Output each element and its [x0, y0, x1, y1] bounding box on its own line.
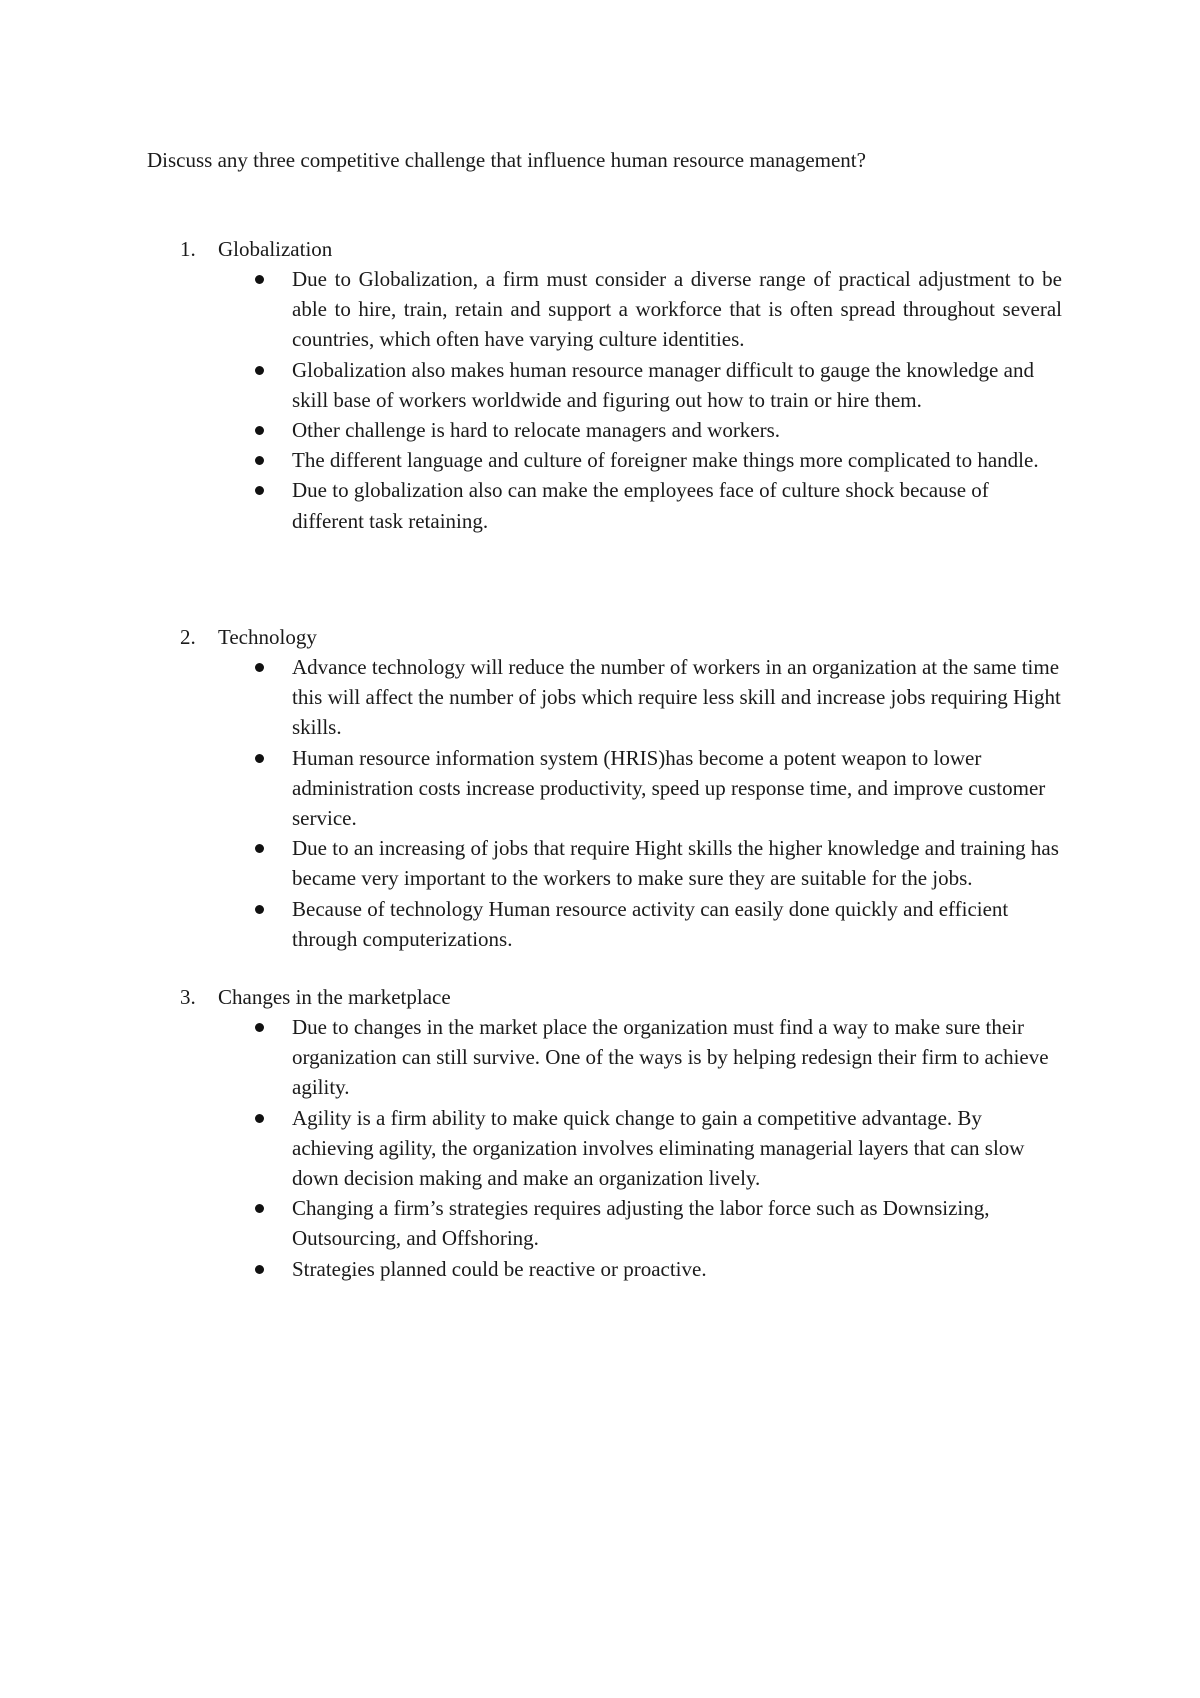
- bullet-text: Due to an increasing of jobs that require Hight skills the higher knowledge and training has became very important to the workers to make sure they are suitable for the jobs.: [292, 836, 1059, 891]
- bullet-item: [0, 445, 1062, 475]
- bullet-list: [0, 264, 1200, 536]
- section-heading: [180, 622, 317, 652]
- bullet-item: [0, 475, 1062, 535]
- bullet-list: [0, 652, 1200, 954]
- bullet-text: Strategies planned could be reactive or proactive.: [292, 1256, 707, 1281]
- bullet-text: Changing a firm’s strategies requires adjusting the labor force such as Downsizing, Outsourcing, and Offshoring.: [292, 1196, 990, 1251]
- section-number: 1.: [180, 237, 196, 261]
- section-number: 3.: [180, 985, 196, 1009]
- bullet-item: [0, 743, 1062, 834]
- section-title: Technology: [218, 625, 317, 649]
- bullet-text: Advance technology will reduce the number of workers in an organization at the same time this will affect the number of jobs which require less skill and increase jobs requiring Hight skills.: [292, 655, 1061, 740]
- question-heading: Discuss any three competitive challenge that influence human resource management?: [147, 148, 866, 172]
- bullet-item: [0, 1193, 1062, 1253]
- bullet-dot-icon: [255, 844, 264, 853]
- bullet-text: Globalization also makes human resource manager difficult to gauge the knowledge and skill base of workers worldwide and figuring out how to train or hire them.: [292, 357, 1034, 412]
- bullet-item: [0, 264, 1062, 355]
- section-title: Globalization: [218, 237, 333, 261]
- bullet-text: Due to Globalization, a firm must consider a diverse range of practical adjustment to be able to hire, train, retain and support a workforce that is often spread throughout several countries, which often have varying culture identities.: [292, 267, 1062, 352]
- bullet-dot-icon: [255, 1204, 264, 1213]
- bullet-dot-icon: [255, 456, 264, 465]
- bullet-dot-icon: [255, 366, 264, 375]
- bullet-item: [0, 1103, 1062, 1194]
- bullet-dot-icon: [255, 754, 264, 763]
- section-heading: [180, 982, 451, 1012]
- bullet-item: [0, 1012, 1062, 1103]
- bullet-item: [0, 833, 1062, 893]
- section-heading: [180, 234, 332, 264]
- bullet-dot-icon: [255, 275, 264, 284]
- bullet-dot-icon: [255, 905, 264, 914]
- bullet-dot-icon: [255, 1023, 264, 1032]
- bullet-text: Due to globalization also can make the employees face of culture shock because of different task retaining.: [292, 478, 989, 533]
- bullet-list: [0, 1012, 1200, 1284]
- bullet-dot-icon: [255, 426, 264, 435]
- bullet-item: [0, 894, 1062, 954]
- bullet-text: Because of technology Human resource activity can easily done quickly and efficient through computerizations.: [292, 896, 1009, 951]
- bullet-item: [0, 1254, 1062, 1284]
- bullet-item: [0, 355, 1062, 415]
- bullet-text: Other challenge is hard to relocate managers and workers.: [292, 418, 781, 443]
- bullet-dot-icon: [255, 1265, 264, 1274]
- bullet-dot-icon: [255, 1114, 264, 1123]
- bullet-text: Agility is a firm ability to make quick change to gain a competitive advantage. By achieving agility, the organization involves eliminating managerial layers that can slow down decision making and make an organization lively.: [292, 1105, 1025, 1191]
- section-number: 2.: [180, 625, 196, 649]
- bullet-dot-icon: [255, 486, 264, 495]
- bullet-item: [0, 652, 1062, 743]
- section-title: Changes in the marketplace: [218, 985, 451, 1009]
- bullet-text: Due to changes in the market place the organization must find a way to make sure their organization can still survive. One of the ways is by helping redesign their firm to achieve agility.: [292, 1015, 1049, 1100]
- bullet-item: [0, 415, 1062, 445]
- bullet-text: The different language and culture of foreigner make things more complicated to handle.: [292, 448, 1039, 473]
- bullet-text: Human resource information system (HRIS)has become a potent weapon to lower administration costs increase productivity, speed up response time, and improve customer service.: [292, 745, 1046, 831]
- bullet-dot-icon: [255, 663, 264, 672]
